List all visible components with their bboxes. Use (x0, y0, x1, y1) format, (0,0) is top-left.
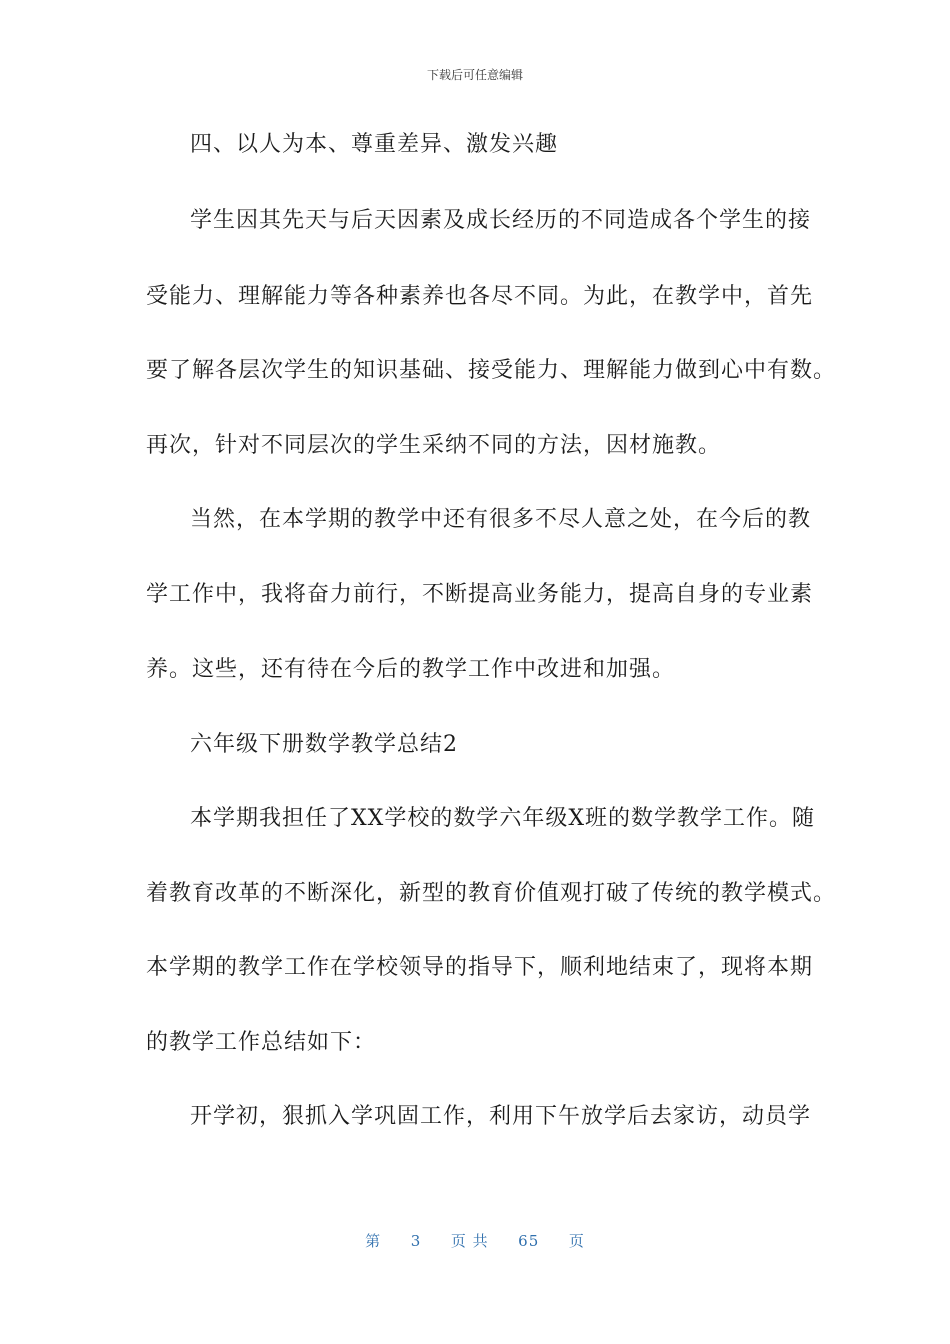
paragraph-line: 当然，在本学期的教学中还有很多不尽人意之处，在今后的教 (190, 507, 812, 532)
paragraph-line: 学工作中，我将奋力前行，不断提高业务能力，提高自身的专业素 (146, 582, 814, 607)
paragraph-line: 本学期的教学工作在学校领导的指导下，顺利地结束了，现将本期 (146, 955, 814, 980)
footer-prefix: 第 (365, 1232, 382, 1250)
page-header-note: 下载后可任意编辑 (426, 68, 523, 82)
paragraph-line: 养。这些，还有待在今后的教学工作中改进和加强。 (146, 657, 676, 682)
paragraph-line: 本学期我担任了XX学校的数学六年级X班的数学教学工作。随 (190, 806, 815, 831)
footer-middle: 页 共 (450, 1232, 489, 1250)
footer-suffix: 页 (568, 1232, 585, 1250)
footer-current-page: 3 (410, 1232, 422, 1250)
section-title: 六年级下册数学教学总结2 (190, 732, 458, 757)
paragraph-line: 着教育改革的不断深化，新型的教育价值观打破了传统的教学模式。 (146, 881, 837, 906)
footer-total-pages: 65 (518, 1232, 540, 1250)
paragraph-line: 要了解各层次学生的知识基础、接受能力、理解能力做到心中有数。 (146, 358, 837, 383)
paragraph-line: 受能力、理解能力等各种素养也各尽不同。为此，在教学中，首先 (146, 284, 814, 309)
paragraph-line: 的教学工作总结如下： (146, 1030, 377, 1055)
paragraph-line: 开学初，狠抓入学巩固工作，利用下午放学后去家访，动员学 (190, 1104, 812, 1129)
page-footer (0, 1230, 950, 1251)
paragraph-line: 学生因其先天与后天因素及成长经历的不同造成各个学生的接 (190, 208, 812, 233)
section-heading: 四、以人为本、尊重差异、激发兴趣 (190, 132, 559, 157)
paragraph-line: 再次，针对不同层次的学生采纳不同的方法，因材施教。 (146, 433, 722, 458)
